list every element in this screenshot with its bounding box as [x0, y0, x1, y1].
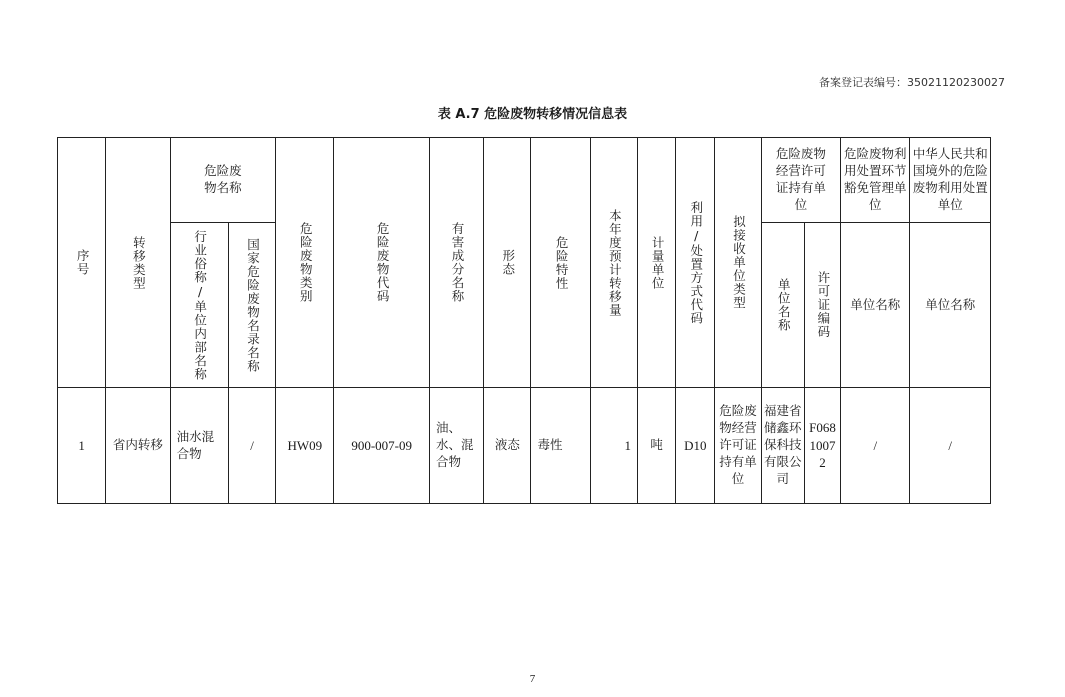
cell-seq: 1: [58, 388, 106, 504]
page-number: 7: [529, 673, 536, 685]
cell-annual-amount: 1: [590, 388, 637, 504]
cell-receiver-type: 危险废物经营许可证持有单位: [715, 388, 761, 504]
header-exempt-group: 危险废物利用处置环节豁免管理单位: [841, 138, 910, 223]
header-row-1: [58, 138, 991, 223]
table-row: [58, 388, 991, 504]
header-national-name: 国家危险废物名录名称: [228, 223, 275, 388]
header-category: 危险废物类别: [276, 138, 334, 388]
header-unit: 计量单位: [638, 138, 676, 388]
header-annual-amount: 本年度预计转移量: [590, 138, 637, 388]
header-code: 危险废物代码: [334, 138, 430, 388]
cell-overseas-unit-name: /: [910, 388, 991, 504]
cell-national-name: /: [228, 388, 275, 504]
cell-permit-number: F06810072: [804, 388, 840, 504]
table-title: 表 A.7 危险废物转移情况信息表: [437, 107, 628, 122]
header-overseas-unit-name: 单位名称: [910, 223, 991, 388]
header-permit-unit-name: 单位名称: [761, 223, 804, 388]
header-transfer-type: 转移类型: [106, 138, 170, 388]
cell-form: 液态: [484, 388, 531, 504]
cell-hazard-property: 毒性: [531, 388, 590, 504]
registration-number: 备案登记表编号：35021120230027: [819, 76, 1005, 89]
waste-transfer-table: [57, 137, 991, 504]
cell-code: 900-007-09: [334, 388, 430, 504]
cell-exempt-unit-name: /: [841, 388, 910, 504]
header-permit-holder-group: 危险废物经营许可证持有单位: [761, 138, 840, 223]
header-hazard-property: 危险特性: [531, 138, 590, 388]
header-exempt-unit-name: 单位名称: [841, 223, 910, 388]
cell-permit-unit-name: 福建省储鑫环保科技有限公司: [761, 388, 804, 504]
header-hazardous-component: 有害成分名称: [429, 138, 483, 388]
header-receiver-type: 拟接收单位类型: [715, 138, 761, 388]
header-form: 形态: [484, 138, 531, 388]
header-waste-name-group: 危险废物名称: [170, 138, 276, 223]
cell-disposal-code: D10: [676, 388, 715, 504]
header-disposal-code: 利用/处置方式代码: [676, 138, 715, 388]
header-overseas-group: 中华人民共和国境外的危险废物利用处置单位: [910, 138, 991, 223]
cell-hazardous-component: 油、水、混合物: [429, 388, 483, 504]
cell-unit: 吨: [638, 388, 676, 504]
cell-category: HW09: [276, 388, 334, 504]
header-permit-number: 许可证编码: [804, 223, 840, 388]
cell-industry-name: 油水混合物: [170, 388, 228, 504]
cell-transfer-type: 省内转移: [106, 388, 170, 504]
header-industry-name: 行业俗称/单位内部名称: [170, 223, 228, 388]
header-seq: 序号: [58, 138, 106, 388]
